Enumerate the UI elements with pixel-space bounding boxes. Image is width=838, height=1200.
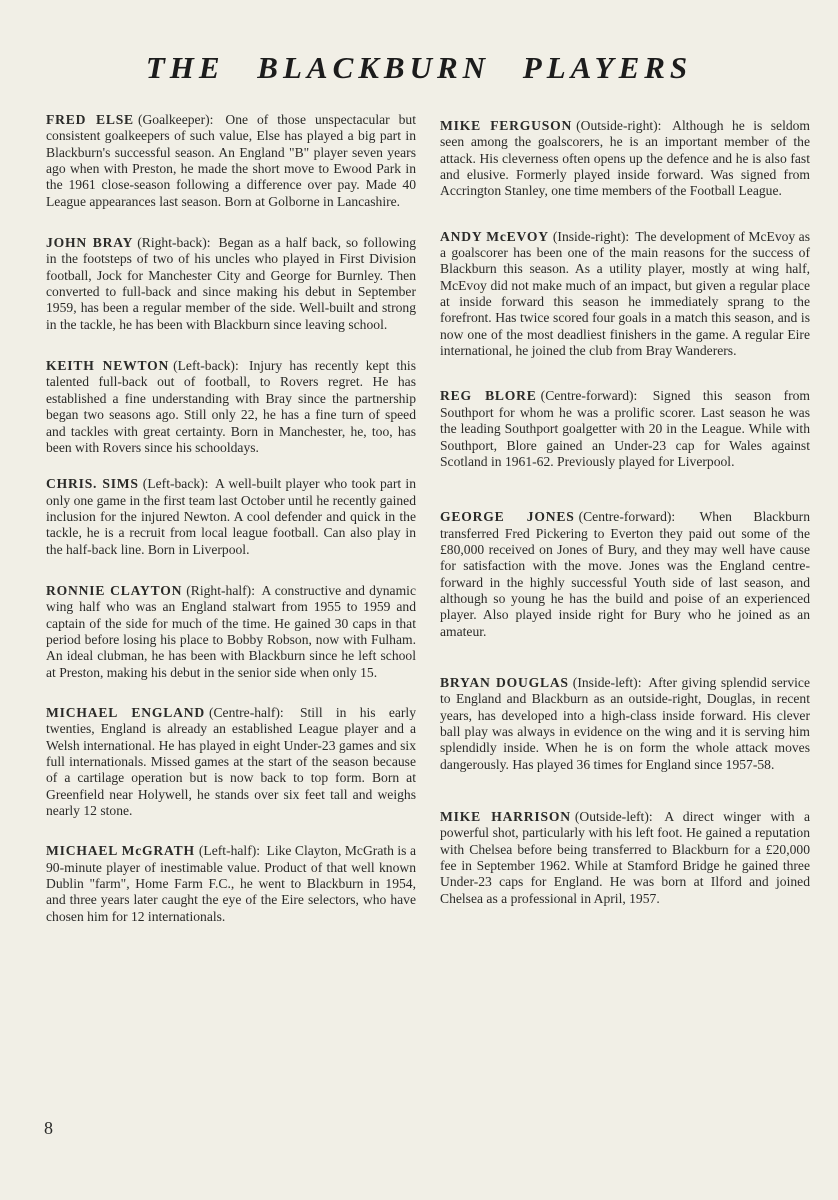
player-bio: Began as a half back, so following in the footsteps of two of his uncles who played in First Division football, Jock for Manchester City and George for Burnley. Then converted to full-back and since making his debut in September 1959, has been a regular member of the side. Well-built and strong in the tackle, he has been with Blackburn since leaving school. [46, 235, 416, 332]
player-bio: Injury has recently kept this talented full-back out of football, to Rovers regret. He has established a fine understanding with Bray since the partnership began two seasons ago. Still only 22, he has a fine turn of speed and tackles with great certainty. Born in Manchester, he, too, has been with Rovers since his schooldays. [46, 358, 416, 455]
player-entry [440, 229, 810, 360]
player-name: KEITH NEWTON [46, 358, 170, 374]
player-name: RONNIE CLAYTON [46, 582, 183, 598]
player-name: GEORGE JONES [440, 509, 575, 525]
player-position: (Inside-left): [572, 674, 642, 690]
player-entry [440, 509, 810, 640]
player-entry [440, 675, 810, 773]
player-bio: When Blackburn transferred Fred Pickering to Everton they paid out some of the £80,000 received on Jones of Bury, and they may well have cause for satisfaction with the move. Jones was the England centre-forward in the highly successful Youth side of last season, and although so young he has the build and poise of an experienced player. Also played inside right for Bury who he joined as an amateur. [440, 509, 810, 639]
player-bio: Although he is seldom seen among the goalscorers, he is an important member of the attack. His cleverness often opens up the defence and he is also fast and elusive. Formerly played inside forward. Was signed from Accrington Stanley, one time members of the Football League. [440, 118, 811, 199]
left-column [46, 112, 416, 925]
player-position: (Left-back): [142, 476, 209, 492]
player-name: MICHAEL ENGLAND [46, 704, 205, 720]
player-bio: A direct winger with a powerful shot, particularly with his left foot. He gained a reputation with Chelsea before being transferred to Blackburn for a £20,000 fee in September 1962. While at Stamford Bridge he gained three Under-23 caps for England. He was born at Ilford and joined Chelsea as a professional in April, 1957. [440, 809, 810, 906]
player-position: (Outside-left): [574, 809, 653, 824]
player-entry [46, 476, 416, 558]
player-position: (Left-half): [198, 843, 261, 859]
player-name: JOHN BRAY [46, 235, 134, 251]
player-position: (Centre-forward): [540, 388, 638, 404]
player-bio: One of those unspectacular but consistent goalkeepers of such value, Else has played a big part in Blackburn's successful season. An England "B" player seven years ago when with Preston, he made the short move to Ewood Park in the 1961 close-season following a difference over pay. Made 40 League appearances last season. Born at Golborne in Lancashire. [46, 112, 416, 209]
player-bio: A constructive and dynamic wing half who was an England stalwart from 1955 to 1959 and captain of the side for much of the time. He gained 30 caps in that period before losing his place to Bobby Robson, now with Fulham. An ideal clubman, he has been with Blackburn since he left school at Preston, making his debut in the senior side when only 15. [46, 582, 416, 680]
player-entry [46, 112, 416, 210]
player-entry [46, 843, 416, 925]
player-position: (Right-back): [137, 235, 211, 251]
player-position: (Centre-forward): [578, 509, 676, 525]
player-entry [46, 235, 416, 333]
player-bio: Like Clayton, McGrath is a 90-minute player of inestimable value. Product of that well known Dublin "farm", Home Farm F.C., he went to Blackburn in 1954, and three years later caught the eye of the Eire selectors, who have chosen him for 12 internationals. [46, 843, 416, 924]
player-bio: The development of McEvoy as a goalscorer has been one of the main reasons for the success of Blackburn this season. As a utility player, mostly at wing half, McEvoy did not make much of an impact, but given a regular place at inside forward this season he immediately sprang to the forefront. Has twice scored four goals in a match this season, and is now one of the most deadliest finishers in the game. A regular Eire international, he joined the club from Bray Wanderers. [440, 228, 811, 359]
player-position: (Right-half): [186, 582, 255, 598]
player-entry [46, 705, 416, 819]
player-name: CHRIS. SIMS [46, 476, 139, 492]
player-name: ANDY McEVOY [440, 228, 549, 244]
player-bio: Still in his early twenties, England is already an established League player and a Welsh international. He has played in eight Under-23 games and six full internationals. Missed games at the start of the season because of a cartilage operation but is now back to top form. Born at Greenfield near Holywell, he stands over six feet tall and weighs nearly 12 stone. [46, 704, 416, 819]
player-bio: After giving splendid service to England and Blackburn as an outside-right, Douglas, in recent years, has developed into a high-class inside forward. His clever ball play was always in evidence on the wing and it is serving him splendidly inside. When he is on form the whole attack moves dangerously. Has played 36 times for England since 1957-58. [440, 674, 810, 772]
player-position: (Inside-right): [552, 228, 630, 244]
player-entry [440, 809, 810, 907]
player-name: REG BLORE [440, 388, 537, 404]
player-position: (Outside-right): [576, 118, 662, 133]
player-entry [440, 388, 810, 470]
player-name: BRYAN DOUGLAS [440, 674, 569, 690]
player-bio: A well-built player who took part in only one game in the first team last October until he recently gained inclusion for the injured Newton. A cool defender and quick in the tackle, he is a recruit from local league football. Can also play in the half-back line. Born in Liverpool. [46, 476, 416, 557]
page-number: 8 [44, 1118, 53, 1138]
player-position: (Left-back): [173, 358, 239, 374]
page-title: THE BLACKBURN PLAYERS [145, 50, 693, 85]
player-name: MIKE FERGUSON [440, 118, 573, 133]
right-column [440, 112, 810, 907]
player-name: MIKE HARRISON [440, 809, 571, 824]
player-position: (Goalkeeper): [137, 112, 214, 127]
player-name: MICHAEL McGRATH [46, 843, 195, 859]
player-entry [440, 118, 810, 200]
player-name: FRED ELSE [46, 112, 134, 127]
player-position: (Centre-half): [208, 704, 284, 720]
player-entry [46, 358, 416, 456]
player-entry [46, 583, 416, 681]
player-bio: Signed this season from Southport for whom he was a prolific scorer. Last season he was the leading Southport goalgetter with 20 in the League. While with Southport, Blore gained an Under-23 cap for Wales against Scotland in 1961-62. Previously played for Liverpool. [440, 388, 811, 469]
